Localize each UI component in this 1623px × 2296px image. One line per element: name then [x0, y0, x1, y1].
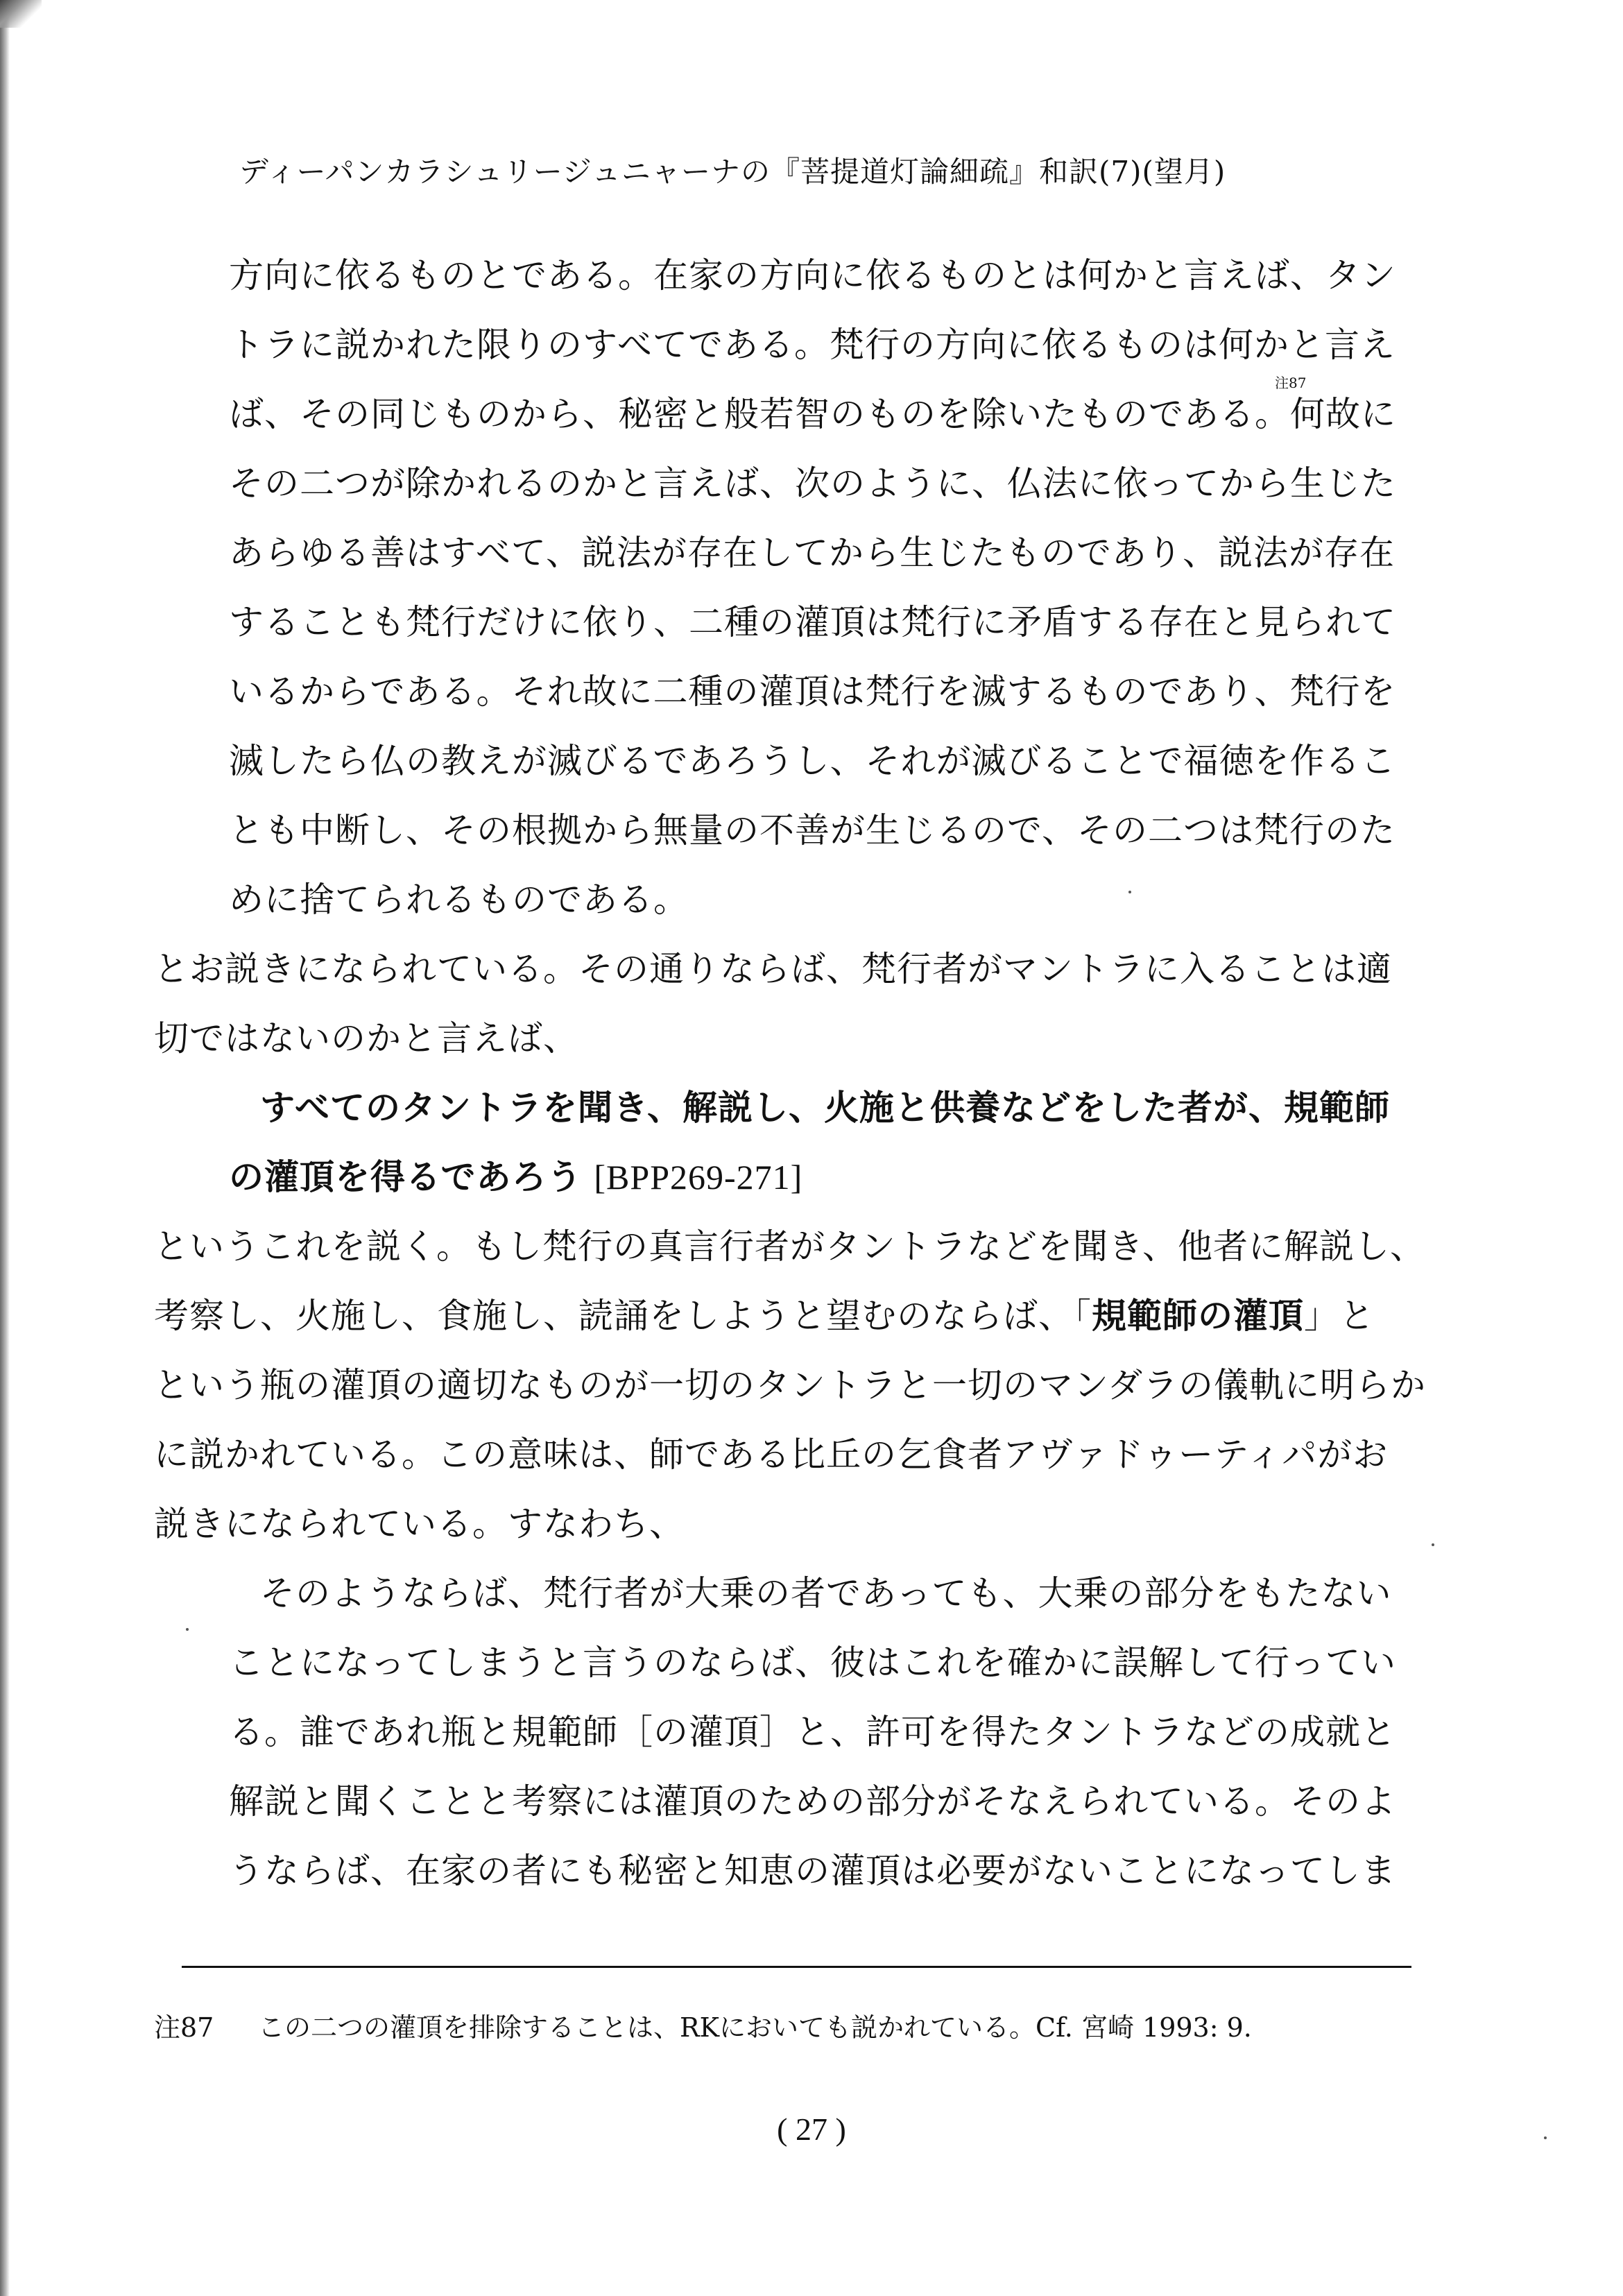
page-number: ( 27 )	[777, 2111, 846, 2147]
para1-line-1: とお説きになられている。その通りならば、梵行者がマントラに入ることは適	[154, 949, 1392, 989]
verse-text: の灌頂を得るであろう	[229, 1156, 583, 1197]
quote1-line-8: 滅したら仏の教えが滅びるであろうし、それが滅びることで福徳を作るこ	[229, 741, 1396, 781]
para1-line-2: 切ではないのかと言えば、	[154, 1018, 578, 1059]
quote2-line-2: ことになってしまうと言うのならば、彼はこれを確かに誤解して行ってい	[229, 1643, 1396, 1683]
quote1-line-7: いるからである。それ故に二種の灌頂は梵行を滅するものであり、梵行を	[229, 671, 1396, 712]
scan-speck	[186, 1628, 189, 1631]
para2-line-2-text: 考察し、火施し、食施し、読誦をしようと望むのならば、	[154, 1296, 1074, 1336]
scan-corner-shadow	[0, 0, 42, 28]
close-quote-mark: 」	[1304, 1296, 1339, 1336]
quote2-line-3: る。誰であれ瓶と規範師［の灌頂］と、許可を得たタントラなどの成就と	[229, 1712, 1396, 1752]
quote1-line-2: トラに説かれた限りのすべてである。梵行の方向に依るものは何かと言え	[229, 325, 1396, 365]
quote1-line-10: めに捨てられるものである。	[229, 880, 689, 920]
note-87-reference: 注87	[1275, 375, 1307, 391]
quote1-line-3: ば、その同じものから、秘密と般若智のものを除いたものである。何故に	[229, 394, 1396, 434]
footnote-text: この二つの灌頂を排除することは、RKにおいても説かれている。Cf. 宮崎 1993: 9.	[258, 2012, 1252, 2043]
para2-line-5: 説きになられている。すなわち、	[154, 1504, 685, 1544]
footnote-marker: 注87	[154, 2012, 214, 2043]
quote1-line-6: することも梵行だけに依り、二種の灌頂は梵行に矛盾する存在と見られて	[229, 602, 1396, 642]
verse-line-2	[229, 1153, 1439, 1201]
para2-line-1: というこれを説く。もし梵行の真言行者がタントラなどを聞き、他者に解説し、	[154, 1226, 1425, 1267]
para2-line-4: に説かれている。この意味は、師である比丘の乞食者アヴァドゥーティパがお	[154, 1434, 1389, 1475]
para2-line-2-tail: と	[1339, 1296, 1375, 1336]
quote1-line-1: 方向に依るものとである。在家の方向に依るものとは何かと言えば、タン	[229, 255, 1396, 295]
scan-left-edge	[0, 0, 10, 2296]
open-quote-mark: 「	[1074, 1296, 1092, 1336]
para2-line-2	[154, 1292, 1439, 1340]
quote1-line-4: その二つが除かれるのかと言えば、次のように、仏法に依ってから生じた	[229, 463, 1396, 504]
verse-line-1: すべてのタントラを聞き、解説し、火施と供養などをした者が、規範師	[260, 1087, 1390, 1128]
quote2-line-4: 解説と聞くことと考察には灌頂のための部分がそなえられている。そのよ	[229, 1781, 1396, 1822]
scan-speck	[1128, 891, 1131, 893]
quote2-line-1: そのようならば、梵行者が大乗の者であっても、大乗の部分をもたない	[260, 1573, 1392, 1613]
quote1-line-9: とも中断し、その根拠から無量の不善が生じるので、その二つは梵行のた	[229, 810, 1396, 850]
para2-line-3: という瓶の灌頂の適切なものが一切のタントラと一切のマンダラの儀軌に明らか	[154, 1365, 1426, 1405]
quote2-line-5: うならば、在家の者にも秘密と知恵の灌頂は必要がないことになってしま	[229, 1851, 1396, 1891]
running-header: ディーパンカラシュリージュニャーナの『菩提道灯論細疏』和訳(7)(望月)	[239, 155, 1226, 189]
scan-speck	[1544, 2136, 1547, 2139]
scan-speck	[1432, 1543, 1434, 1546]
footnote-rule	[182, 1966, 1411, 1968]
bold-term-kihanshi-kanjo: 規範師の灌頂	[1092, 1295, 1304, 1336]
footnote-87	[154, 2008, 1472, 2047]
verse-citation: [BPP269-271]	[594, 1158, 803, 1197]
quote1-line-5: あらゆる善はすべて、説法が存在してから生じたものであり、説法が存在	[229, 533, 1395, 573]
